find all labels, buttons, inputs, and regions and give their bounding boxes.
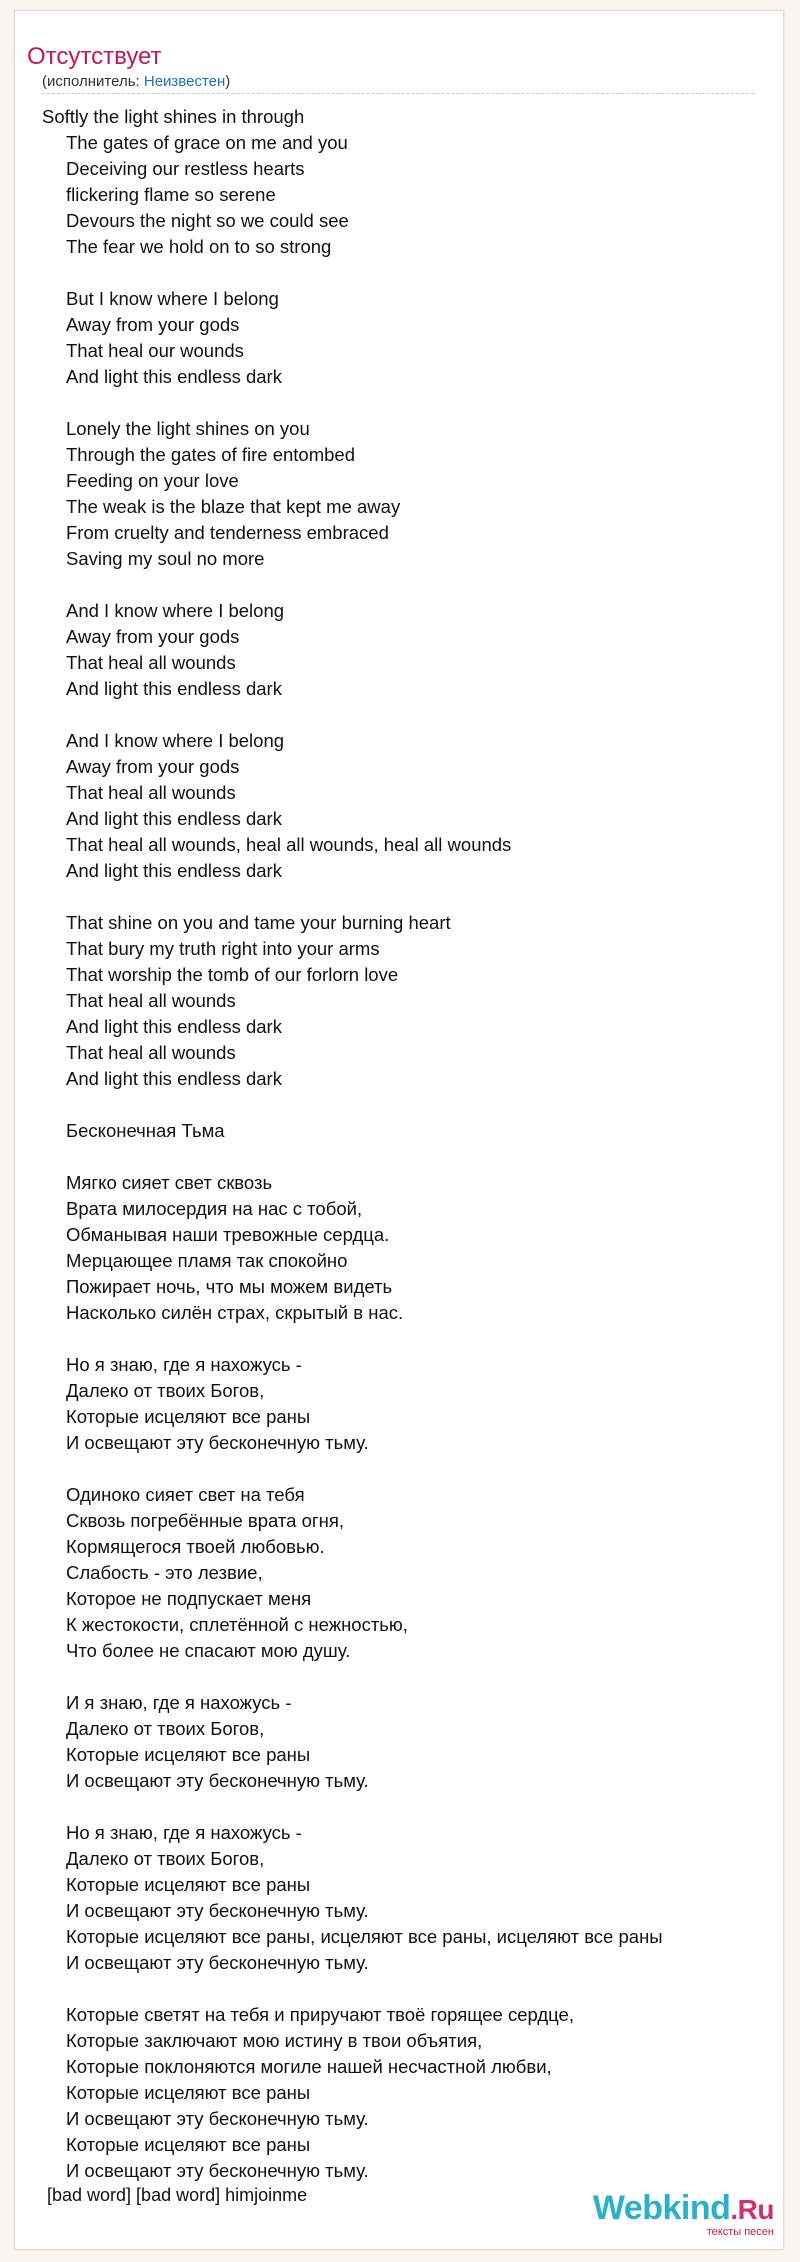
lyric-line: And light this endless dark: [66, 678, 282, 699]
lyric-line: Кормящегося твоей любовью.: [66, 1536, 325, 1557]
lyric-line: И освещают эту бесконечную тьму.: [66, 1952, 369, 1973]
lyric-line: And I know where I belong: [66, 600, 285, 621]
lyric-line: Сквозь погребённые врата огня,: [66, 1510, 344, 1531]
artist-suffix: ): [225, 73, 231, 90]
lyric-line: Lonely the light shines on you: [66, 418, 310, 439]
lyric-blank-line: [42, 1092, 663, 1118]
lyric-blank-line: [42, 1664, 663, 1690]
lyric-line: From cruelty and tenderness embraced: [66, 522, 389, 543]
lyric-line: Одиноко сияет свет на тебя: [66, 1484, 305, 1505]
lyric-blank-line: [42, 572, 663, 598]
artist-line: [42, 72, 230, 92]
lyric-line: The fear we hold on to so strong: [66, 236, 332, 257]
lyric-line: And light this endless dark: [66, 860, 282, 881]
lyric-line: That worship the tomb of our forlorn love: [66, 964, 399, 985]
lyric-line: Слабость - это лезвие,: [66, 1562, 263, 1583]
lyric-line: Которые исцеляют все раны: [66, 2082, 311, 2103]
lyric-line: And light this endless dark: [66, 1068, 282, 1089]
logo-brand: [593, 2190, 774, 2228]
lyric-line: Feeding on your love: [66, 470, 239, 491]
lyric-line: Мерцающее пламя так спокойно: [66, 1250, 348, 1271]
lyric-line: Away from your gods: [66, 756, 240, 777]
lyric-line: Deceiving our restless hearts: [66, 158, 305, 179]
lyric-line: Которые исцеляют все раны: [66, 1406, 311, 1427]
lyric-line: Бесконечная Тьма: [66, 1120, 225, 1141]
lyric-line: Что более не спасают мою душу.: [66, 1640, 351, 1661]
lyric-line: That heal all wounds: [66, 652, 236, 673]
logo-tld: .Ru: [730, 2194, 774, 2225]
lyric-blank-line: [42, 1144, 663, 1170]
lyric-line: That heal all wounds, heal all wounds, heal all wounds: [66, 834, 512, 855]
logo-tagline: тексты песен: [706, 2226, 774, 2238]
lyric-line: И освещают эту бесконечную тьму.: [66, 2160, 369, 2181]
lyric-line: Которые заключают мою истину в твои объятия,: [66, 2030, 483, 2051]
lyric-blank-line: [42, 1976, 663, 2002]
lyric-line: That heal all wounds: [66, 990, 236, 1011]
footer-text: [bad word] [bad word] himjoinme: [47, 2185, 308, 2205]
lyric-line: And light this endless dark: [66, 1016, 282, 1037]
lyric-line: Которые поклоняются могиле нашей несчастной любви,: [66, 2056, 552, 2077]
lyric-line: Обманывая наши тревожные сердца.: [66, 1224, 390, 1245]
lyric-line: Saving my soul no more: [66, 548, 265, 569]
lyric-line: Которые исцеляют все раны: [66, 1874, 311, 1895]
lyric-blank-line: [42, 390, 663, 416]
header-divider: [42, 93, 754, 94]
lyric-line: И освещают эту бесконечную тьму.: [66, 1900, 369, 1921]
lyric-blank-line: [42, 1456, 663, 1482]
lyric-line: Away from your gods: [66, 626, 240, 647]
lyric-line: Которое не подпускает меня: [66, 1588, 312, 1609]
lyric-line: И освещают эту бесконечную тьму.: [66, 2108, 369, 2129]
lyric-line: Которые исцеляют все раны: [66, 1744, 311, 1765]
lyric-line: The gates of grace on me and you: [66, 132, 348, 153]
site-logo[interactable]: [593, 2190, 774, 2238]
lyric-blank-line: [42, 1794, 663, 1820]
lyric-blank-line: [42, 1326, 663, 1352]
lyric-line: That heal all wounds: [66, 1042, 236, 1063]
lyric-line: Далеко от твоих Богов,: [66, 1718, 265, 1739]
lyric-line: That heal all wounds: [66, 782, 236, 803]
lyric-line: Которые исцеляют все раны: [66, 2134, 311, 2155]
lyric-line: Врата милосердия на нас с тобой,: [66, 1198, 363, 1219]
lyric-line: Softly the light shines in through: [42, 106, 305, 127]
lyric-blank-line: [42, 702, 663, 728]
lyric-line: Пожирает ночь, что мы можем видеть: [66, 1276, 393, 1297]
lyric-line: Но я знаю, где я нахожусь -: [66, 1822, 302, 1843]
lyric-blank-line: [42, 260, 663, 286]
lyric-line: That heal our wounds: [66, 340, 244, 361]
lyric-line: Мягко сияет свет сквозь: [66, 1172, 273, 1193]
lyric-line: That shine on you and tame your burning heart: [66, 912, 451, 933]
lyric-line: Которые светят на тебя и приручают твоё горящее сердце,: [66, 2004, 574, 2025]
lyric-line: Away from your gods: [66, 314, 240, 335]
lyric-line: Through the gates of fire entombed: [66, 444, 355, 465]
artist-prefix: (исполнитель:: [42, 73, 144, 90]
lyric-line: That bury my truth right into your arms: [66, 938, 380, 959]
lyric-line: And light this endless dark: [66, 366, 282, 387]
lyric-line: Далеко от твоих Богов,: [66, 1848, 265, 1869]
lyric-line: And light this endless dark: [66, 808, 282, 829]
lyric-line: И я знаю, где я нахожусь -: [66, 1692, 292, 1713]
artist-link[interactable]: Неизвестен: [143, 73, 226, 90]
lyric-line: And I know where I belong: [66, 730, 285, 751]
lyric-line: But I know where I belong: [66, 288, 279, 309]
lyric-line: К жестокости, сплетённой с нежностью,: [66, 1614, 408, 1635]
lyric-line: flickering flame so serene: [66, 184, 276, 205]
lyric-blank-line: [42, 884, 663, 910]
lyric-line: И освещают эту бесконечную тьму.: [66, 1770, 369, 1791]
logo-brand-name: Webkind: [592, 2189, 731, 2227]
lyric-line: Которые исцеляют все раны, исцеляют все раны, исцеляют все раны: [66, 1926, 663, 1947]
lyric-line: Насколько силён страх, скрытый в нас.: [66, 1302, 404, 1323]
page-title: Отсутствует: [27, 43, 162, 70]
lyric-line: Но я знаю, где я нахожусь -: [66, 1354, 302, 1375]
lyric-line: Далеко от твоих Богов,: [66, 1380, 265, 1401]
lyric-line: И освещают эту бесконечную тьму.: [66, 1432, 369, 1453]
lyrics-text: [42, 104, 663, 2184]
lyric-line: Devours the night so we could see: [66, 210, 349, 231]
lyric-line: The weak is the blaze that kept me away: [66, 496, 401, 517]
